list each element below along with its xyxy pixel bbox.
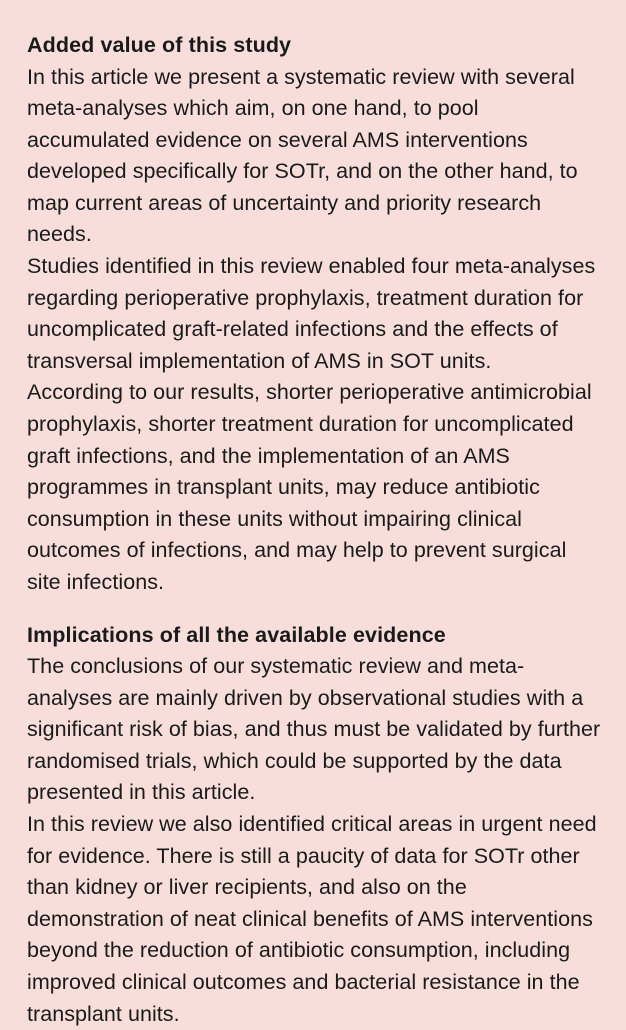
section-heading: Implications of all the available evidence xyxy=(27,622,446,647)
paragraph: In this article we present a systematic review with several meta-analyses which aim, on one hand, to pool accumulated evidence on several AMS interventions developed specifically for SOTr, and on the other hand, to map current areas of uncertainty and priority research needs. xyxy=(27,64,578,247)
section-heading: Added value of this study xyxy=(27,33,292,57)
paragraph: In this review we also identified critical areas in urgent need for evidence. There is still a paucity of data for SOTr other than kidney or liver recipients, and also on the demonstration of neat clinical benefits of AMS interventions beyond the reduction of antibiotic consumption, including improved clinical outcomes and bacterial resistance in the transplant units. xyxy=(27,812,597,1026)
added-value-section xyxy=(27,30,602,599)
paragraph: According to our results, shorter perioperative antimicrobial prophylaxis, shorter treatment duration for uncomplicated graft infections, and the implementation of an AMS programmes in transplant units, may reduce antibiotic consumption in these units without impairing clinical outcomes of infections, and may help to prevent surgical site infections. xyxy=(27,380,592,594)
paragraph: Studies identified in this review enabled four meta-analyses regarding perioperative prophylaxis, treatment duration for uncomplicated graft-related infections and the effects of transversal implementation of AMS in SOT units. xyxy=(27,254,596,373)
implications-section xyxy=(27,620,602,1030)
paragraph: The conclusions of our systematic review and meta-analyses are mainly driven by observational studies with a significant risk of bias, and thus must be validated by further randomised trials, which could be supported by the data presented in this article. xyxy=(27,654,601,805)
